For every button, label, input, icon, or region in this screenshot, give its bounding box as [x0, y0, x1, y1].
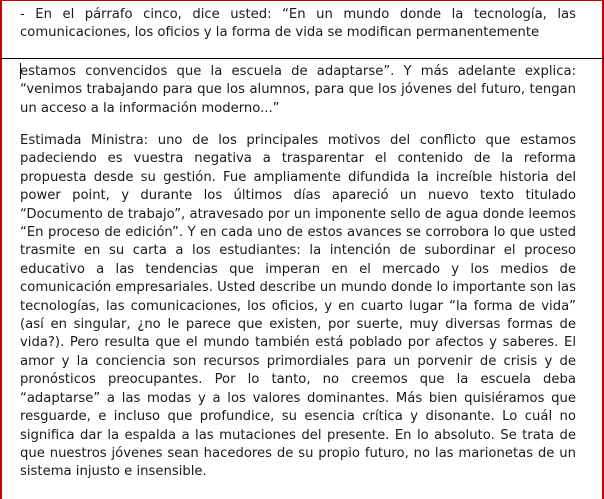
paragraph-main[interactable]: Estimada Ministra: uno de los principales motivos del conflicto que estamos padeciendo es vuestra negativa a trasparentar el contenido de la reforma propuesta desde su gestión. Fue ampliamente difundida la increíble historia del power point, y durante los últimos días apareció un nuevo texto titulado “Documento de trabajo”, atravesado por un imponente sello de agua donde leemos “En proceso de edición”. Y en cada uno de estos avances se corrobora lo que usted trasmite en su carta a los estudiantes: la intención de subordinar el proceso educativo a las tendencias que imperan en el mercado y los medios de comunicación empresariales. Usted describe un mundo donde lo importante son las tecnologías, las comunicaciones, los oficios, y en cuarto lugar “la forma de vida” (así en singular, ¿no le parece que existen, por suerte, muy diversas formas de vida?). Pero resulta que el mundo también está poblado por afectos y saberes. El amor y la conciencia son recursos primordiales para un porvenir de crisis y de pronósticos preocupantes. Por lo tanto, no creemos que la escuela deba “adaptarse” a las modas y a los valores dominantes. Más bien quisiéramos que resguarde, e incluso que profundice, su esencia crítica y disonante. Lo cuál no significa dar la espalda a las mutaciones del presente. En lo absoluto. Se trata de que nuestros jóvenes sean hacedores de su propio futuro, no las marionetas de un sistema injusto e insensible.: [20, 133, 576, 480]
paragraph-continued[interactable]: estamos convencidos que la escuela de adaptarse”. Y más adelante explica: “venimos trabajando para que los alumnos, para que los jóvenes del futuro, tengan un acceso a la información moderno...”: [20, 64, 576, 116]
paragraph-top[interactable]: - En el párrafo cinco, dice usted: “En un mundo donde la tecnología, las comunicaciones, los oficios y la forma de vida se modifican permanentemente: [20, 7, 576, 41]
page-break-line: [0, 58, 604, 59]
